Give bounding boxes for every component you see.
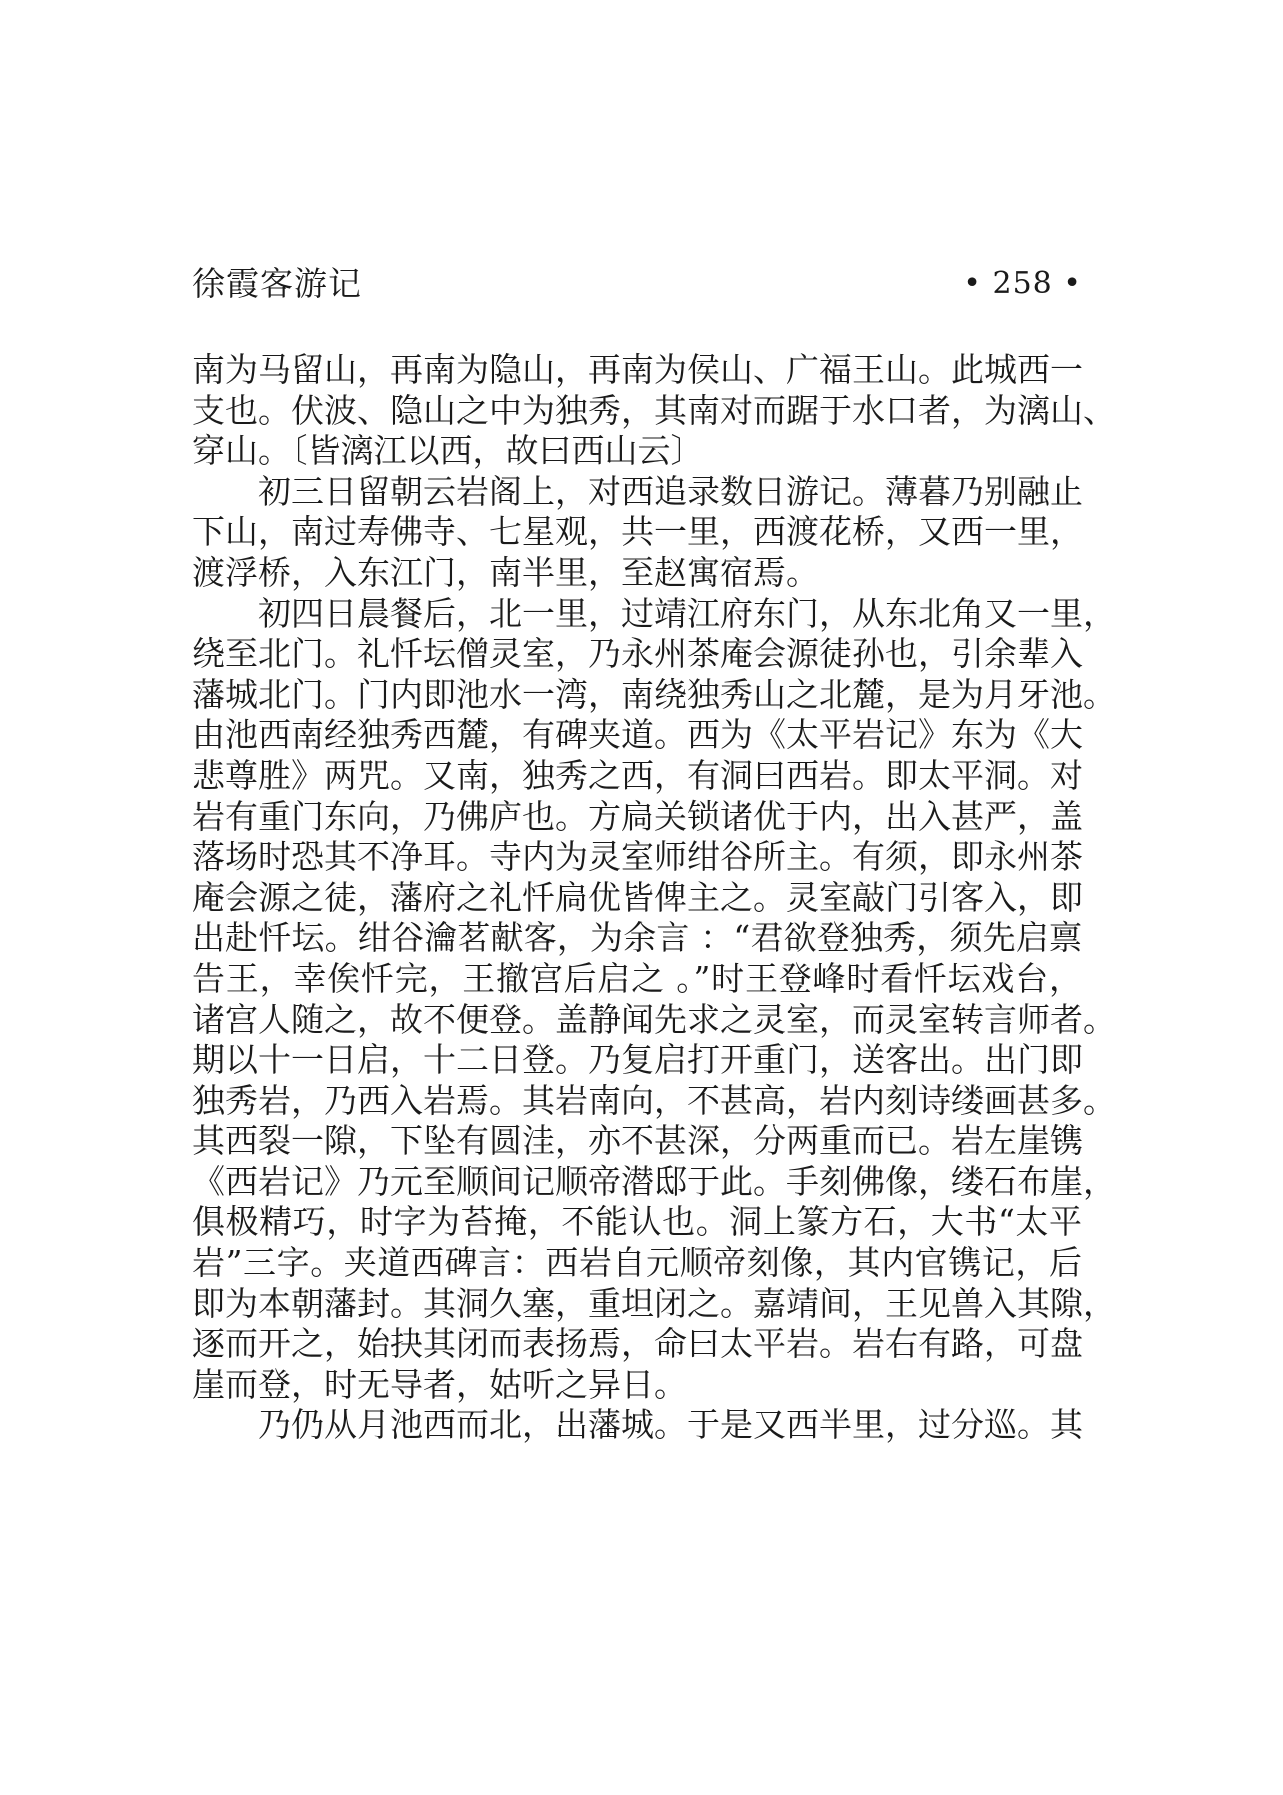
running-header xyxy=(192,262,1082,306)
text-line: 出赴忏坛。绀谷瀹茗献客，为余言 ：“君欲登独秀，须先启禀 xyxy=(192,918,1082,958)
paragraph-start-line: 初三日留朝云岩阁上，对西追录数日游记。薄暮乃别融止 xyxy=(258,471,1083,511)
text-line: 庵会源之徒，藩府之礼忏扃优皆俾主之。灵室敲门引客入，即 xyxy=(192,877,1083,917)
text-line: 即为本朝藩封。其洞久塞，重坦闭之。嘉靖间，王见兽入其隙， xyxy=(192,1283,1116,1323)
body-text xyxy=(192,350,1116,1446)
text-line: 绕至北门。礼忏坛僧灵室，乃永州茶庵会源徒孙也，引余辈入 xyxy=(192,634,1083,674)
book-title: 徐霞客游记 xyxy=(192,264,362,303)
text-line: 穿山。〔皆漓江以西，故曰西山云〕 xyxy=(192,431,704,471)
text-line: 悲尊胜》两咒。又南，独秀之西，有洞曰西岩。即太平洞。对 xyxy=(192,755,1083,795)
text-line: 由池西南经独秀西麓，有碑夹道。西为《太平岩记》东为《大 xyxy=(192,715,1083,755)
text-line: 落场时恐其不净耳。寺内为灵室师绀谷所主。有须，即永州茶 xyxy=(192,837,1083,877)
text-line: 崖而登，时无导者，姑听之异日。 xyxy=(192,1364,687,1404)
text-line: 俱极精巧，时字为苔掩，不能认也。洞上篆方石，大书“太平 xyxy=(192,1202,1082,1242)
text-line: 南为马留山，再南为隐山，再南为侯山、广福王山。此城西一 xyxy=(192,350,1083,389)
text-line: 其西裂一隙，下坠有圆洼，亦不甚深，分两重而已。岩左崖镌 xyxy=(192,1121,1083,1161)
text-line: 岩有重门东向，乃佛庐也。方扃关锁诸优于内，出入甚严，盖 xyxy=(192,796,1083,836)
paragraph-start-line: 初四日晨餐后，北一里，过靖江府东门，从东北角又一里， xyxy=(258,593,1116,633)
text-line: 《西岩记》乃元至顺间记顺帝潜邸于此。手刻佛像，缕石布崖， xyxy=(192,1161,1116,1201)
page-number: • 258 • xyxy=(963,266,1082,301)
text-line: 逐而开之，始抉其闭而表扬焉，命曰太平岩。岩右有路，可盘 xyxy=(192,1324,1083,1364)
text-line: 独秀岩，乃西入岩焉。其岩南向，不甚高，岩内刻诗缕画甚多。 xyxy=(192,1080,1116,1120)
text-line: 藩城北门。门内即池水一湾，南绕独秀山之北麓，是为月牙池。 xyxy=(192,674,1116,714)
text-line: 诸宫人随之，故不便登。盖静闻先求之灵室，而灵室转言师者。 xyxy=(192,999,1116,1039)
paragraph-start-line: 乃仍从月池西而北，出藩城。于是又西半里，过分巡。其 xyxy=(258,1405,1083,1445)
text-line: 岩”三字。夹道西碑言：西岩自元顺帝刻像，其内官镌记，后 xyxy=(192,1243,1082,1283)
text-line: 渡浮桥，入东江门，南半里，至赵寓宿焉。 xyxy=(192,552,819,592)
text-line: 下山，南过寿佛寺、七星观，共一里，西渡花桥，又西一里， xyxy=(192,512,1083,552)
text-line: 期以十一日启，十二日登。乃复启打开重门，送客出。出门即 xyxy=(192,1040,1083,1080)
text-line: 支也。伏波、隐山之中为独秀，其南对而踞于水口者，为漓山、 xyxy=(192,390,1116,430)
text-line: 告王，幸俟忏完，王撤宫后启之 。”时王登峰时看忏坛戏台， xyxy=(192,958,1082,998)
